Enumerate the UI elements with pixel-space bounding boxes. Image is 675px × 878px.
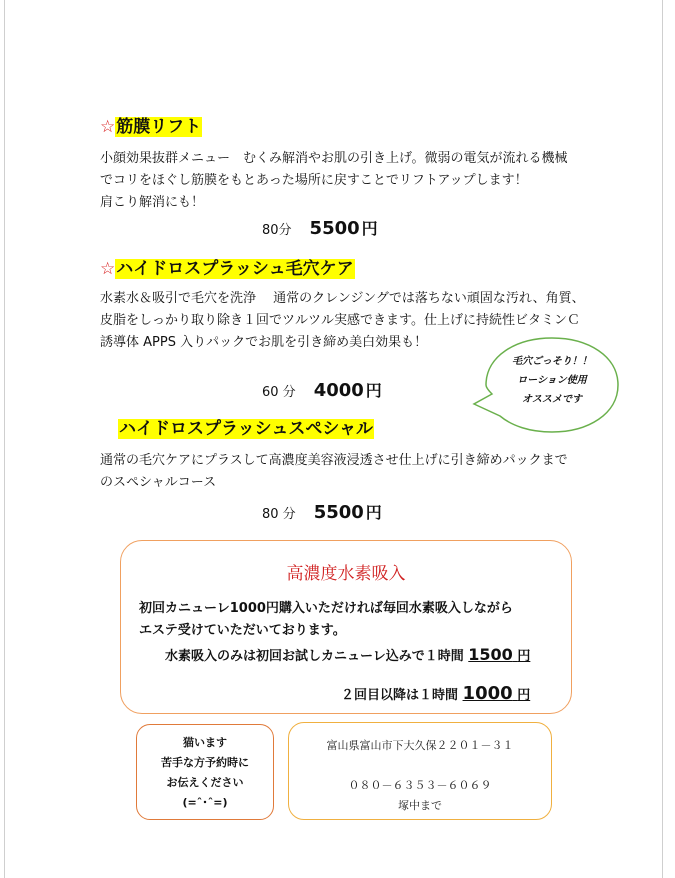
promo-line-3-yen: 円	[517, 649, 531, 664]
menu-item-2-price: 4000	[313, 380, 364, 401]
shop-note: 塚中まで	[398, 799, 442, 812]
hydrogen-promo-box	[120, 540, 572, 714]
promo-line-4	[341, 683, 530, 704]
promo-line-4-text: ２回目以降は１時間	[341, 688, 459, 703]
menu-item-1-yen: 円	[361, 219, 378, 238]
menu-item-2-title: ハイドロスプラッシュ毛穴ケア	[116, 259, 354, 279]
cat-notice-box: 猫います 苦手な方予約時に お伝えください (=ˆ･ˆ=)	[136, 724, 274, 820]
menu-item-2-yen: 円	[365, 381, 382, 400]
promo-line-3-price-group	[468, 645, 531, 664]
promo-line-4-yen: 円	[517, 688, 531, 703]
address-box	[288, 722, 552, 820]
menu-item-1-title: 筋膜リフト	[116, 117, 202, 137]
promo-line-3-price: 1500	[468, 645, 513, 664]
menu-item-3-heading	[118, 418, 374, 440]
menu-item-3-price-row	[262, 500, 382, 523]
menu-item-2-duration: 60 分	[262, 385, 296, 400]
promo-line-2: エステ受けていただいております。	[139, 623, 346, 638]
shop-address: 富山県富山市下大久保２２０１－３１	[326, 739, 514, 752]
star-icon: ☆	[100, 117, 116, 137]
speech-bubble-text: 毛穴ごっそり！！ ローション使用 オススメです	[512, 356, 592, 405]
menu-item-1-description: 小顔効果抜群メニュー むくみ解消やお肌の引き上げ。微弱の電気が流れる機械 でコリをほぐし筋膜をもとあった場所に戻すことでリフトアップします！ 肩こり解消にも！	[100, 151, 568, 210]
menu-item-3-yen: 円	[365, 503, 382, 522]
menu-item-1-duration: 80分	[262, 223, 292, 238]
promo-line-3	[165, 645, 530, 664]
promo-title: 高濃度水素吸入	[286, 564, 406, 584]
menu-item-3-duration: 80 分	[262, 507, 296, 522]
shop-phone: ０８０－６３５３－６０６９	[348, 779, 492, 792]
menu-item-3-title: ハイドロスプラッシュスペシャル	[119, 419, 373, 439]
star-icon: ☆	[100, 259, 116, 279]
menu-item-3-price: 5500	[313, 502, 364, 523]
promo-line-4-price: 1000	[462, 683, 513, 704]
menu-item-2-description: 水素水＆吸引で毛穴を洗浄 通常のクレンジングでは落ちない頑固な汚れ、角質、 皮脂をしっかり取り除き１回でツルツル実感できます。仕上げに持続性ビタミンＣ 誘導体 APPS 入りパックでお肌を引き締め美白効果も！	[100, 291, 585, 350]
menu-item-1-price: 5500	[309, 218, 360, 239]
promo-line-3-text: 水素吸入のみは初回お試しカニューレ込みで１時間	[165, 649, 464, 664]
promo-line-1: 初回カニューレ1000円購入いただければ毎回水素吸入しながら	[139, 601, 513, 616]
menu-item-3-description: 通常の毛穴ケアにプラスして高濃度美容液浸透させ仕上げに引き締めパックまで のスペシャルコース	[100, 453, 568, 490]
promo-line-4-price-group	[462, 683, 531, 704]
